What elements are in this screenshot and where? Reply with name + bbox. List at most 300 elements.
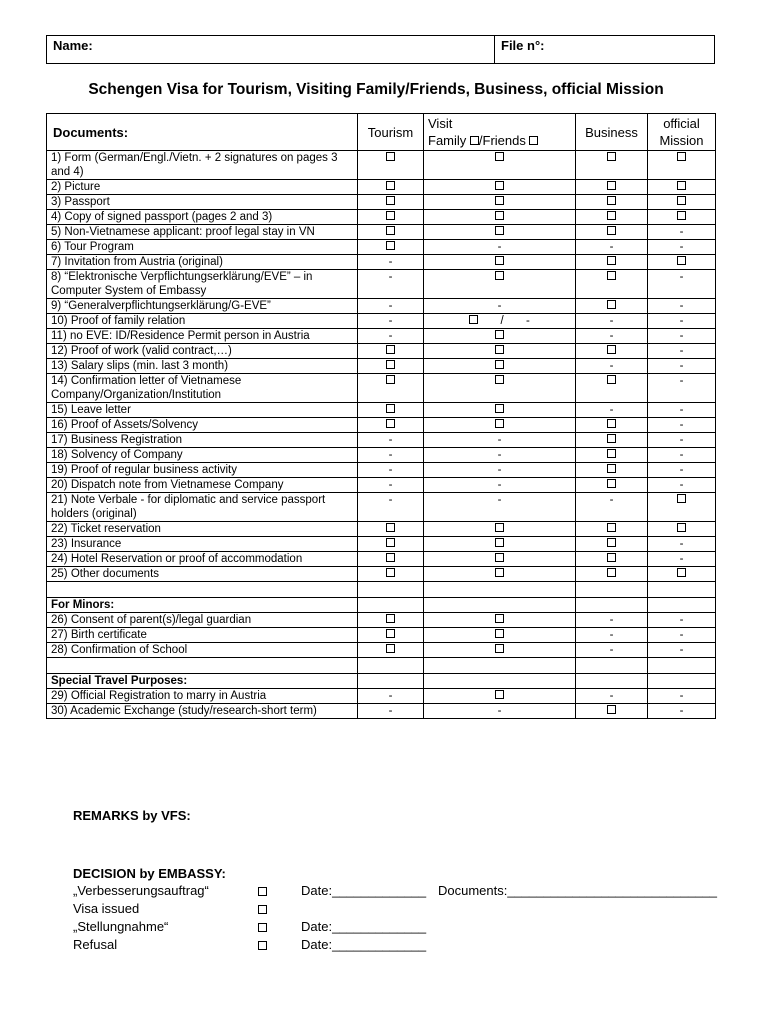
checkbox-icon[interactable] <box>386 419 395 428</box>
table-row <box>47 522 716 537</box>
empty-cell <box>424 582 576 598</box>
checkbox-cell <box>424 418 576 433</box>
table-row <box>47 704 716 719</box>
col-visit-friends: /Friends <box>478 133 530 148</box>
document-label: 25) Other documents <box>47 567 358 582</box>
col-official-line2: Mission <box>659 133 704 148</box>
checkbox-cell <box>358 240 424 255</box>
checkbox-cell <box>648 522 716 537</box>
checkbox-cell <box>424 374 576 403</box>
table-row <box>47 359 716 374</box>
checkbox-icon[interactable] <box>495 644 504 653</box>
dash-cell: - <box>358 329 424 344</box>
checkbox-icon[interactable] <box>258 905 267 914</box>
dash-cell: - <box>648 418 716 433</box>
checkbox-cell <box>576 463 648 478</box>
col-official <box>648 114 716 151</box>
checkbox-cell <box>424 255 576 270</box>
checkbox-cell <box>576 704 648 719</box>
table-row <box>47 463 716 478</box>
table-row <box>47 374 716 403</box>
dash-cell: - <box>648 613 716 628</box>
dash-cell: - <box>648 240 716 255</box>
document-label: 20) Dispatch note from Vietnamese Company <box>47 478 358 493</box>
empty-cell <box>424 598 576 613</box>
dash-cell: - <box>648 433 716 448</box>
dash-cell: - <box>576 240 648 255</box>
table-row <box>47 299 716 314</box>
empty-cell <box>648 658 716 674</box>
checkbox-cell <box>424 314 576 329</box>
checkbox-icon[interactable] <box>495 226 504 235</box>
checkbox-cell <box>576 270 648 299</box>
dash-cell: - <box>358 314 424 329</box>
checkbox-cell <box>576 537 648 552</box>
dash-cell: - <box>576 613 648 628</box>
checkbox-cell <box>424 643 576 658</box>
checkbox-icon[interactable] <box>386 614 395 623</box>
empty-cell <box>576 582 648 598</box>
section-heading: For Minors: <box>47 598 358 613</box>
checkbox-icon[interactable] <box>495 181 504 190</box>
decision-label: „Verbesserungsauftrag“ <box>73 883 209 898</box>
checkbox-cell <box>648 493 716 522</box>
checkbox-cell <box>576 418 648 433</box>
empty-cell <box>576 598 648 613</box>
document-label: 23) Insurance <box>47 537 358 552</box>
spacer-row <box>47 658 716 674</box>
checkbox-cell <box>648 151 716 180</box>
table-row <box>47 418 716 433</box>
empty-cell <box>576 674 648 689</box>
remarks-heading: REMARKS by VFS: <box>73 808 191 823</box>
dash-cell: - <box>358 689 424 704</box>
dash-cell: - <box>648 537 716 552</box>
checkbox-cell <box>648 567 716 582</box>
checkbox-icon[interactable] <box>470 136 479 145</box>
decision-row <box>73 919 713 937</box>
table-row <box>47 628 716 643</box>
checkbox-icon[interactable] <box>495 629 504 638</box>
checkbox-icon[interactable] <box>607 449 616 458</box>
checkbox-icon[interactable] <box>386 152 395 161</box>
dash-cell: - <box>648 374 716 403</box>
section-row <box>47 674 716 689</box>
dash-cell: - <box>648 359 716 374</box>
document-label: 12) Proof of work (valid contract,…) <box>47 344 358 359</box>
checkbox-icon[interactable] <box>495 538 504 547</box>
document-label: 28) Confirmation of School <box>47 643 358 658</box>
checkbox-icon[interactable] <box>386 241 395 250</box>
dash-cell: - <box>648 704 716 719</box>
checkbox-cell <box>424 359 576 374</box>
dash-cell: - <box>648 299 716 314</box>
checkbox-icon[interactable] <box>495 419 504 428</box>
empty-cell <box>47 582 358 598</box>
checkbox-cell <box>424 613 576 628</box>
col-visit <box>424 114 576 151</box>
document-label: 5) Non-Vietnamese applicant: proof legal stay in VN <box>47 225 358 240</box>
checkbox-icon[interactable] <box>495 523 504 532</box>
document-label: 29) Official Registration to marry in Austria <box>47 689 358 704</box>
checkbox-icon[interactable] <box>607 271 616 280</box>
document-label: 19) Proof of regular business activity <box>47 463 358 478</box>
document-label: 13) Salary slips (min. last 3 month) <box>47 359 358 374</box>
checkbox-cell <box>576 255 648 270</box>
spacer-row <box>47 582 716 598</box>
checkbox-cell <box>358 151 424 180</box>
dash-cell: - <box>424 240 576 255</box>
dash-cell: - <box>424 704 576 719</box>
checkbox-icon[interactable] <box>677 181 686 190</box>
checkbox-icon[interactable] <box>607 538 616 547</box>
dash-cell: - <box>358 478 424 493</box>
dash-cell: - <box>576 493 648 522</box>
checkbox-cell <box>576 180 648 195</box>
empty-cell <box>358 658 424 674</box>
documents-field[interactable]: Documents:_____________________________ <box>438 883 718 898</box>
date-field[interactable]: Date:_____________ <box>301 919 427 934</box>
checkbox-icon[interactable] <box>495 568 504 577</box>
checkbox-icon[interactable] <box>258 887 267 896</box>
checkbox-cell <box>358 210 424 225</box>
checkbox-cell <box>424 270 576 299</box>
checkbox-icon[interactable] <box>386 538 395 547</box>
empty-cell <box>358 598 424 613</box>
col-visit-family: Family <box>428 133 470 148</box>
checkbox-icon[interactable] <box>607 211 616 220</box>
document-label: 15) Leave letter <box>47 403 358 418</box>
empty-cell <box>47 658 358 674</box>
documents-body <box>47 151 716 719</box>
checkbox-icon[interactable] <box>386 375 395 384</box>
checkbox-cell <box>576 448 648 463</box>
checkbox-cell <box>648 255 716 270</box>
checkbox-cell <box>576 478 648 493</box>
dash-cell: - <box>576 643 648 658</box>
checkbox-cell <box>424 210 576 225</box>
checkbox-icon[interactable] <box>607 375 616 384</box>
checkbox-icon[interactable] <box>677 196 686 205</box>
checkbox-cell <box>358 643 424 658</box>
document-label: 26) Consent of parent(s)/legal guardian <box>47 613 358 628</box>
checkbox-icon[interactable] <box>386 345 395 354</box>
checkbox-icon[interactable] <box>386 181 395 190</box>
table-row <box>47 344 716 359</box>
checkbox-cell <box>358 613 424 628</box>
table-row <box>47 478 716 493</box>
checkbox-cell <box>424 225 576 240</box>
checkbox-cell <box>576 195 648 210</box>
document-label: 9) “Generalverpflichtungserklärung/G-EVE” <box>47 299 358 314</box>
documents-table <box>46 113 716 719</box>
dash-cell: - <box>358 448 424 463</box>
checkbox-icon[interactable] <box>495 211 504 220</box>
dash-cell: - <box>358 493 424 522</box>
checkbox-icon[interactable] <box>469 315 478 324</box>
dash-cell: - <box>648 344 716 359</box>
checkbox-icon[interactable] <box>607 705 616 714</box>
checkbox-cell <box>424 689 576 704</box>
checkbox-icon[interactable] <box>529 136 538 145</box>
checkbox-cell <box>358 552 424 567</box>
checkbox-icon[interactable] <box>607 479 616 488</box>
checkbox-cell <box>358 195 424 210</box>
checkbox-cell <box>424 403 576 418</box>
dash-cell: - <box>648 448 716 463</box>
name-field[interactable]: Name: <box>47 36 495 63</box>
checkbox-icon[interactable] <box>607 300 616 309</box>
table-row <box>47 210 716 225</box>
checkbox-icon[interactable] <box>386 629 395 638</box>
checkbox-cell <box>424 195 576 210</box>
dash-cell: - <box>358 704 424 719</box>
dash-cell: - <box>358 299 424 314</box>
empty-cell <box>358 582 424 598</box>
document-label: 1) Form (German/Engl./Vietn. + 2 signatures on pages 3 and 4) <box>47 151 358 180</box>
dash-cell: - <box>576 403 648 418</box>
checkbox-icon[interactable] <box>386 360 395 369</box>
checkbox-icon[interactable] <box>495 152 504 161</box>
dash-cell: - <box>648 403 716 418</box>
document-label: 16) Proof of Assets/Solvency <box>47 418 358 433</box>
checkbox-icon[interactable] <box>607 568 616 577</box>
dash-cell: - <box>648 478 716 493</box>
document-label: 18) Solvency of Company <box>47 448 358 463</box>
document-label: 8) “Elektronische Verpflichtungserklärung/EVE” – in Computer System of Embassy <box>47 270 358 299</box>
date-field[interactable]: Date:_____________ <box>301 883 427 898</box>
col-business: Business <box>576 114 648 151</box>
checkbox-cell <box>424 552 576 567</box>
checkbox-cell <box>358 567 424 582</box>
table-row <box>47 225 716 240</box>
table-row <box>47 537 716 552</box>
table-row <box>47 195 716 210</box>
header-box <box>46 35 715 64</box>
checkbox-cell <box>576 225 648 240</box>
document-label: 6) Tour Program <box>47 240 358 255</box>
date-field[interactable]: Date:_____________ <box>301 937 427 952</box>
checkbox-cell <box>358 522 424 537</box>
checkbox-icon[interactable] <box>386 553 395 562</box>
checkbox-icon[interactable] <box>258 923 267 932</box>
checkbox-cell <box>576 567 648 582</box>
table-row <box>47 448 716 463</box>
checkbox-cell <box>424 522 576 537</box>
checkbox-icon[interactable] <box>495 690 504 699</box>
checkbox-icon[interactable] <box>495 553 504 562</box>
table-row <box>47 493 716 522</box>
checkbox-cell <box>424 537 576 552</box>
dash-cell: - <box>424 463 576 478</box>
checkbox-cell <box>358 628 424 643</box>
checkbox-icon[interactable] <box>495 271 504 280</box>
checkbox-icon[interactable] <box>607 523 616 532</box>
checkbox-icon[interactable] <box>386 404 395 413</box>
document-label: 27) Birth certificate <box>47 628 358 643</box>
checkbox-cell <box>424 567 576 582</box>
dash-cell: - <box>648 329 716 344</box>
checkbox-icon[interactable] <box>607 464 616 473</box>
decision-label: Visa issued <box>73 901 140 916</box>
checkbox-cell <box>358 344 424 359</box>
dash-cell: - <box>424 448 576 463</box>
document-label: 22) Ticket reservation <box>47 522 358 537</box>
dash-cell: - <box>648 270 716 299</box>
table-row <box>47 689 716 704</box>
document-label: 7) Invitation from Austria (original) <box>47 255 358 270</box>
dash-cell: - <box>648 689 716 704</box>
checkbox-icon[interactable] <box>495 330 504 339</box>
decision-heading: DECISION by EMBASSY: <box>73 866 226 881</box>
dash-cell: - <box>358 270 424 299</box>
separator: / - <box>478 315 530 327</box>
checkbox-cell <box>576 210 648 225</box>
dash-cell: - <box>424 493 576 522</box>
checkbox-cell <box>358 359 424 374</box>
checkbox-icon[interactable] <box>386 568 395 577</box>
document-label: 4) Copy of signed passport (pages 2 and 3) <box>47 210 358 225</box>
decision-row <box>73 937 713 955</box>
checkbox-icon[interactable] <box>607 419 616 428</box>
decision-row <box>73 901 713 919</box>
dash-cell: - <box>576 359 648 374</box>
checkbox-cell <box>648 180 716 195</box>
empty-cell <box>576 658 648 674</box>
dash-cell: - <box>424 433 576 448</box>
dash-cell: - <box>648 463 716 478</box>
checkbox-icon[interactable] <box>495 614 504 623</box>
checkbox-cell <box>576 522 648 537</box>
empty-cell <box>424 658 576 674</box>
checkbox-icon[interactable] <box>677 211 686 220</box>
dash-cell: - <box>358 433 424 448</box>
table-row <box>47 180 716 195</box>
page-title: Schengen Visa for Tourism, Visiting Family/Friends, Business, official Mission <box>88 81 664 98</box>
checkbox-cell <box>576 552 648 567</box>
checkbox-icon[interactable] <box>386 196 395 205</box>
checkbox-icon[interactable] <box>386 644 395 653</box>
checkbox-icon[interactable] <box>677 152 686 161</box>
checkbox-cell <box>576 344 648 359</box>
decision-section <box>73 866 718 955</box>
table-row <box>47 329 716 344</box>
checkbox-icon[interactable] <box>495 196 504 205</box>
checkbox-icon[interactable] <box>607 152 616 161</box>
checkbox-cell <box>424 329 576 344</box>
document-label: 14) Confirmation letter of Vietnamese Company/Organization/Institution <box>47 374 358 403</box>
document-label: 24) Hotel Reservation or proof of accommodation <box>47 552 358 567</box>
dash-cell: - <box>358 255 424 270</box>
dash-cell: - <box>424 299 576 314</box>
table-row <box>47 270 716 299</box>
table-row <box>47 552 716 567</box>
dash-cell: - <box>648 314 716 329</box>
dash-cell: - <box>648 628 716 643</box>
checkbox-icon[interactable] <box>258 941 267 950</box>
checkbox-icon[interactable] <box>607 256 616 265</box>
checkbox-cell <box>576 299 648 314</box>
empty-cell <box>648 674 716 689</box>
checkbox-cell <box>576 433 648 448</box>
checkbox-icon[interactable] <box>607 434 616 443</box>
dash-cell: - <box>576 689 648 704</box>
section-row <box>47 598 716 613</box>
decision-label: „Stellungnahme“ <box>73 919 169 934</box>
document-label: 17) Business Registration <box>47 433 358 448</box>
checkbox-icon[interactable] <box>386 226 395 235</box>
document-label: 21) Note Verbale - for diplomatic and service passport holders (original) <box>47 493 358 522</box>
checkbox-icon[interactable] <box>677 494 686 503</box>
dash-cell: - <box>424 478 576 493</box>
empty-cell <box>648 598 716 613</box>
checkbox-cell <box>358 374 424 403</box>
col-tourism: Tourism <box>358 114 424 151</box>
checkbox-icon[interactable] <box>607 181 616 190</box>
checkbox-icon[interactable] <box>386 523 395 532</box>
checkbox-cell <box>648 210 716 225</box>
checkbox-icon[interactable] <box>607 196 616 205</box>
table-row <box>47 567 716 582</box>
col-documents: Documents: <box>47 114 358 151</box>
decision-label: Refusal <box>73 937 118 952</box>
dash-cell: - <box>648 225 716 240</box>
table-row <box>47 314 716 329</box>
checkbox-cell <box>424 151 576 180</box>
dash-cell: - <box>648 643 716 658</box>
checkbox-cell <box>358 403 424 418</box>
checkbox-cell <box>576 151 648 180</box>
empty-cell <box>648 582 716 598</box>
table-row <box>47 433 716 448</box>
checkbox-cell <box>648 195 716 210</box>
table-row <box>47 403 716 418</box>
checkbox-icon[interactable] <box>677 568 686 577</box>
document-label: 30) Academic Exchange (study/research-short term) <box>47 704 358 719</box>
checkbox-icon[interactable] <box>495 345 504 354</box>
dash-cell: - <box>576 329 648 344</box>
checkbox-cell <box>358 180 424 195</box>
dash-cell: - <box>648 552 716 567</box>
checkbox-icon[interactable] <box>677 523 686 532</box>
checkbox-icon[interactable] <box>495 360 504 369</box>
checkbox-cell <box>424 628 576 643</box>
checkbox-icon[interactable] <box>495 256 504 265</box>
section-heading: Special Travel Purposes: <box>47 674 358 689</box>
dash-cell: - <box>576 628 648 643</box>
checkbox-cell <box>424 344 576 359</box>
checkbox-cell <box>358 225 424 240</box>
checkbox-icon[interactable] <box>607 226 616 235</box>
table-row <box>47 643 716 658</box>
col-official-line1: official <box>663 116 700 131</box>
file-number-field[interactable]: File n°: <box>501 38 545 53</box>
document-label: 11) no EVE: ID/Residence Permit person in Austria <box>47 329 358 344</box>
document-label: 3) Passport <box>47 195 358 210</box>
checkbox-icon[interactable] <box>607 553 616 562</box>
decision-row <box>73 883 718 901</box>
checkbox-icon[interactable] <box>607 345 616 354</box>
table-row <box>47 255 716 270</box>
checkbox-cell <box>576 374 648 403</box>
checkbox-icon[interactable] <box>677 256 686 265</box>
document-label: 2) Picture <box>47 180 358 195</box>
table-row <box>47 240 716 255</box>
checkbox-icon[interactable] <box>386 211 395 220</box>
checkbox-icon[interactable] <box>495 375 504 384</box>
dash-cell: - <box>576 314 648 329</box>
checkbox-icon[interactable] <box>495 404 504 413</box>
